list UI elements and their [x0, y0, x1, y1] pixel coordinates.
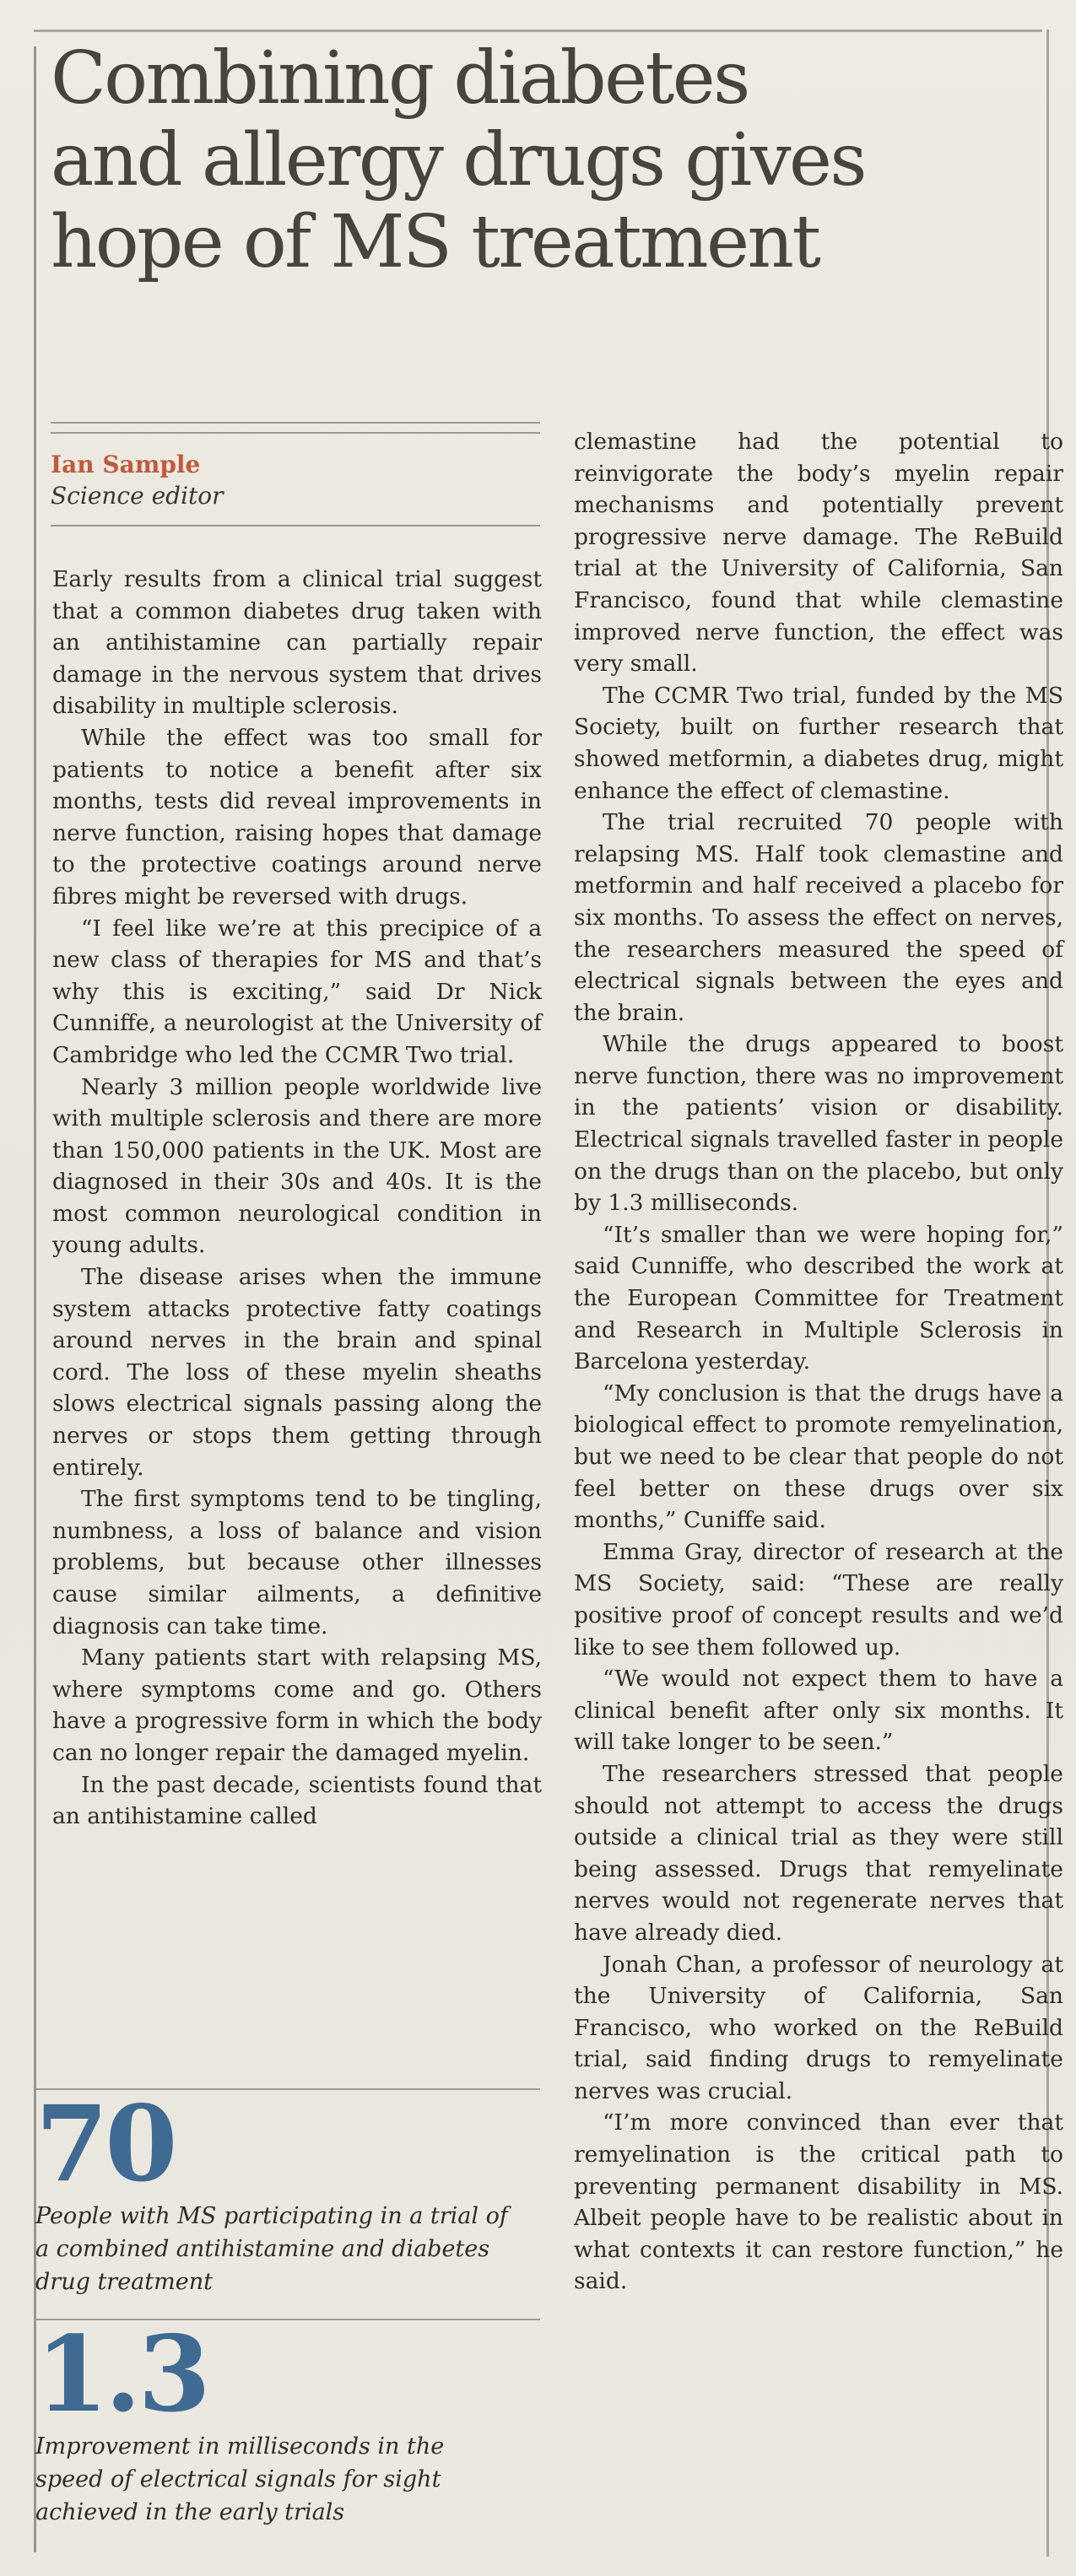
paragraph: clemastine had the potential to reinvigorate the body’s myelin repair mechanisms and potentially prevent progressive nerve damage. The ReBuild trial at the University of California, San Francisco, found that while clemastine improved nerve function, the effect was very small. [574, 429, 1063, 678]
paragraph: While the drugs appeared to boost nerve function, there was no improvement in the patients’ vision or disability. Electrical signals travelled faster in people on the drugs than on the placebo, but only by 1.3 milliseconds. [574, 1031, 1063, 1217]
fact-number: 70 [35, 2083, 175, 2206]
paragraph: The disease arises when the immune system attacks protective fatty coatings around nerves in the brain and spinal cord. The loss of these myelin sheaths slows electrical signals passing along the nerves or stops them getting through entirely. [52, 1264, 542, 1481]
paragraph: “My conclusion is that the drugs have a biological effect to promote remyelination, but we need to be clear that people do not feel better on these drugs over six months,” Cuniffe said. [574, 1380, 1063, 1534]
author-name: Ian Sample [51, 451, 201, 478]
fact-box-70 [34, 2083, 540, 2298]
byline-rule [51, 525, 540, 527]
headline-line-3: hope of MS treatment [51, 200, 819, 284]
fact-box-1-3 [34, 2314, 540, 2529]
fact-caption: Improvement in milliseconds in the speed of electrical signals for sight achieved in the early trials [35, 2433, 445, 2525]
paragraph: In the past decade, scientists found that an antihistamine called [52, 1771, 542, 1830]
paragraph: Many patients start with relapsing MS, where symptoms come and go. Others have a progressive form in which the body can no longer repair the damaged myelin. [52, 1644, 542, 1766]
top-border-rule [34, 30, 1042, 32]
fact-number: 1.3 [35, 2314, 208, 2436]
paragraph: Jonah Chan, a professor of neurology at the University of California, San Francisco, who worked on the ReBuild trial, said finding drugs to remyelinate nerves was crucial. [574, 1951, 1063, 2104]
paragraph: The first symptoms tend to be tingling, numbness, a loss of balance and vision problems, but because other illnesses cause similar ailments, a definitive diagnosis can take time. [52, 1486, 542, 1639]
article-column-2 [574, 426, 1063, 2298]
headline-line-1: Combining diabetes [51, 36, 749, 121]
headline [51, 38, 1021, 284]
article-column-1 [52, 564, 542, 1833]
paragraph: The CCMR Two trial, funded by the MS Society, built on further research that showed metformin, a diabetes drug, might enhance the effect of clemastine. [574, 682, 1063, 804]
fact-caption: People with MS participating in a trial of a combined antihistamine and diabetes drug treatment [35, 2203, 508, 2295]
paragraph: Emma Gray, director of research at the MS Society, said: “These are really positive proof of concept results and we’d like to see them followed up. [574, 1538, 1063, 1661]
paragraph: “We would not expect them to have a clinical benefit after only six months. It will take longer to be seen.” [574, 1666, 1063, 1756]
paragraph: While the effect was too small for patients to notice a benefit after six months, tests did reveal improvements in nerve function, raising hopes that damage to the protective coatings around nerve fibres might be reversed with drugs. [52, 724, 542, 910]
headline-line-2: and allergy drugs gives [51, 118, 866, 203]
paragraph: The trial recruited 70 people with relapsing MS. Half took clemastine and metformin and half received a placebo for six months. To assess the effect on nerves, the researchers measured the speed of electrical signals between the eyes and the brain. [574, 809, 1063, 1026]
paragraph: “It’s smaller than we were hoping for,” said Cunniffe, who described the work at the European Committee for Treatment and Research in Multiple Sclerosis in Barcelona yesterday. [574, 1221, 1063, 1375]
byline [51, 422, 540, 527]
byline-double-rule [51, 422, 540, 434]
paragraph: The researchers stressed that people should not attempt to access the drugs outside a clinical trial as they were still being assessed. Drugs that remyelinate nerves would not regenerate nerves that have already died. [574, 1760, 1063, 1946]
author-role: Science editor [51, 482, 224, 510]
paragraph: Nearly 3 million people worldwide live with multiple sclerosis and there are more than 150,000 patients in the UK. Most are diagnosed in their 30s and 40s. It is the most common neurological condition in young adults. [52, 1073, 542, 1259]
paragraph: “I feel like we’re at this precipice of a new class of therapies for MS and that’s why this is exciting,” said Dr Nick Cunniffe, a neurologist at the University of Cambridge who led the CCMR Two trial. [52, 915, 542, 1068]
paragraph: “I’m more convinced than ever that remyelination is the critical path to preventing permanent disability in MS. Albeit people have to be realistic about in what contexts it can restore function,” he said. [574, 2109, 1063, 2295]
paragraph: Early results from a clinical trial suggest that a common diabetes drug taken with an antihistamine can partially repair damage in the nervous system that drives disability in multiple sclerosis. [52, 566, 542, 720]
